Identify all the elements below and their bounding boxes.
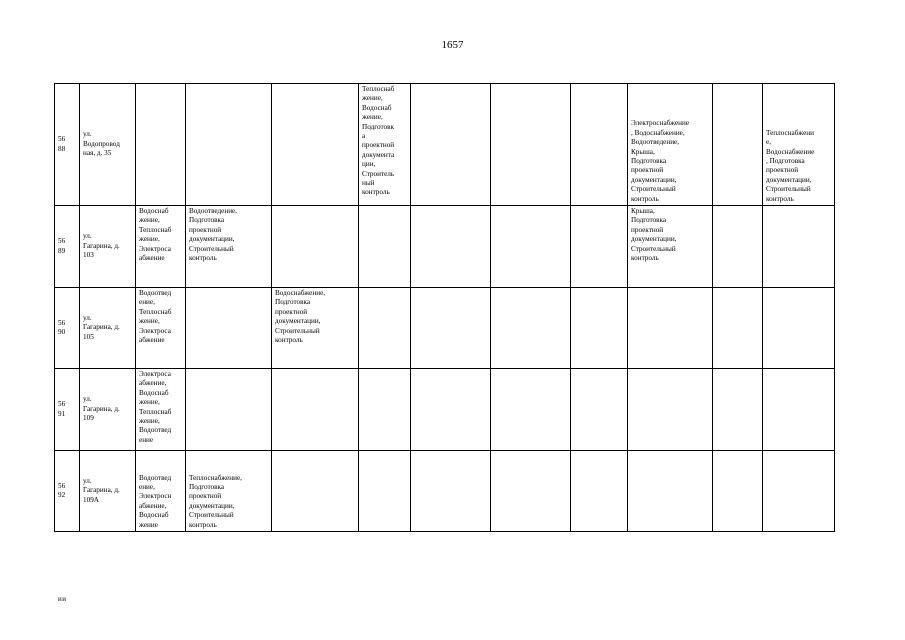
work-types-cell: Водоотвед ение, Электросн абжение, Водоснаб жение (136, 451, 186, 532)
address-cell: ул. Гагарина, д. 105 (80, 288, 136, 369)
work-types-cell: Теплоснаб жение, Водоснаб жение, Подготовк а проектной документа ции, Строитель ный контроль (359, 84, 411, 206)
work-types-cell: Электроснабжение , Водоснабжение, Водоотведение, Крыша, Подготовка проектной документации, Строительный контроль (628, 84, 713, 206)
row-number-cell: 56 92 (55, 451, 80, 532)
work-types-cell (713, 451, 763, 532)
work-types-cell (491, 206, 571, 288)
table-row (55, 84, 835, 206)
work-types-cell (272, 369, 359, 451)
table-row (55, 369, 835, 451)
work-types-cell (272, 451, 359, 532)
work-types-cell: Теплоснабжени е, Водоснабжение , Подготовка проектной документации, Строительный контроль (763, 84, 835, 206)
work-types-cell (411, 206, 491, 288)
work-types-cell (359, 288, 411, 369)
work-types-cell: Теплоснабжение, Подготовка проектной документации, Строительный контроль (186, 451, 272, 532)
footer-mark: ии (58, 595, 67, 603)
work-types-cell (491, 451, 571, 532)
work-types-cell (186, 288, 272, 369)
work-types-cell (763, 369, 835, 451)
work-types-cell (713, 288, 763, 369)
work-types-cell (763, 451, 835, 532)
work-types-cell (411, 288, 491, 369)
work-types-cell (571, 84, 628, 206)
table-row (55, 451, 835, 532)
work-types-cell (359, 451, 411, 532)
work-types-cell (628, 288, 713, 369)
work-types-cell (136, 84, 186, 206)
work-types-cell (186, 84, 272, 206)
row-number-cell: 56 91 (55, 369, 80, 451)
page-number: 1657 (441, 39, 464, 51)
row-number-cell: 56 89 (55, 206, 80, 288)
table-row (55, 206, 835, 288)
work-types-cell (491, 369, 571, 451)
work-types-cell: Водоснабжение, Подготовка проектной документации, Строительный контроль (272, 288, 359, 369)
work-types-cell (763, 206, 835, 288)
work-types-cell: Крыша, Подготовка проектной документации, Строительный контроль (628, 206, 713, 288)
work-types-cell (713, 84, 763, 206)
work-types-cell (272, 84, 359, 206)
work-types-cell (491, 84, 571, 206)
row-number-cell: 56 90 (55, 288, 80, 369)
work-types-cell (411, 84, 491, 206)
work-types-cell (186, 369, 272, 451)
address-cell: ул. Гагарина, д. 109А (80, 451, 136, 532)
work-types-cell (628, 369, 713, 451)
address-cell: ул. Гагарина, д. 109 (80, 369, 136, 451)
row-number-cell: 56 88 (55, 84, 80, 206)
work-types-cell (571, 451, 628, 532)
work-types-cell (571, 369, 628, 451)
work-types-cell: Водоотвед ение, Теплоснаб жение, Электроса абжение (136, 288, 186, 369)
work-types-cell (628, 451, 713, 532)
work-types-cell: Электроса абжение, Водоснаб жение, Теплоснаб жение, Водоотвед ение (136, 369, 186, 451)
work-types-cell (571, 288, 628, 369)
work-types-cell (272, 206, 359, 288)
work-types-cell (571, 206, 628, 288)
work-types-cell (411, 451, 491, 532)
work-types-cell (359, 206, 411, 288)
work-types-cell: Водоотведение, Подготовка проектной документации, Строительный контроль (186, 206, 272, 288)
work-types-cell (763, 288, 835, 369)
work-types-cell (359, 369, 411, 451)
work-types-cell (713, 369, 763, 451)
address-cell: ул. Водопровод ная, д. 35 (80, 84, 136, 206)
work-types-cell (713, 206, 763, 288)
table-row (55, 288, 835, 369)
work-types-cell (411, 369, 491, 451)
work-types-cell: Водоснаб жение, Теплоснаб жение, Электроса абжение (136, 206, 186, 288)
repair-schedule-table (54, 83, 835, 532)
address-cell: ул. Гагарина, д. 103 (80, 206, 136, 288)
work-types-cell (491, 288, 571, 369)
